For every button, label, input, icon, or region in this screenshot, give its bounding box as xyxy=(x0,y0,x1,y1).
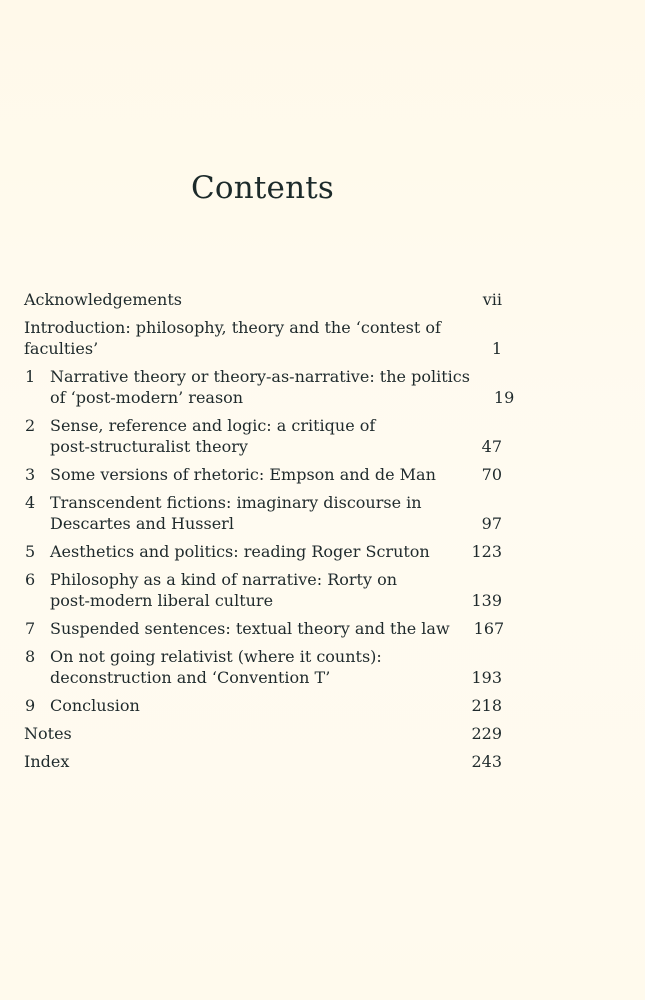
toc-entry-chapter-8 xyxy=(24,646,502,688)
toc-entry-title-line: On not going relativist (where it counts): xyxy=(50,647,382,666)
page-title: Contents xyxy=(190,170,335,206)
toc-entry-chapter-5 xyxy=(24,541,502,562)
toc-entry-page: 167 xyxy=(473,619,505,638)
toc-entry-page: 193 xyxy=(471,668,502,687)
toc-entry-title-line: Aesthetics and politics: reading Roger Scruton xyxy=(50,542,430,561)
toc-entry-page: 123 xyxy=(471,542,502,561)
toc-entry-title-line: post-structuralist theory xyxy=(50,437,248,456)
toc-entry-chapter-7 xyxy=(24,618,505,639)
toc-entry-title-line: Narrative theory or theory-as-narrative: the politics xyxy=(50,367,470,386)
toc-entry-title-line: post-modern liberal culture xyxy=(50,591,274,610)
toc-entry-index xyxy=(24,751,502,772)
toc-entry-title-line: Sense, reference and logic: a critique of xyxy=(50,416,376,435)
toc-entry-page: 19 xyxy=(493,388,515,407)
chapter-number: 7 xyxy=(25,619,36,638)
toc-entry-notes xyxy=(24,723,502,744)
toc-entry-page: 70 xyxy=(481,465,502,484)
toc-entry-page: 218 xyxy=(471,696,502,715)
chapter-number: 1 xyxy=(25,367,36,386)
toc-entry-page: 139 xyxy=(471,591,502,610)
toc-entry-title: Acknowledgements xyxy=(24,290,182,309)
toc-entry-title-line: Transcendent fictions: imaginary discourse in xyxy=(50,493,422,512)
toc-entry-page: 97 xyxy=(481,514,502,533)
toc-entry-title-line: Descartes and Husserl xyxy=(50,514,234,533)
toc-entry-chapter-3 xyxy=(24,464,502,485)
chapter-number: 4 xyxy=(25,493,36,512)
toc-entry-title-line: Conclusion xyxy=(50,696,140,715)
toc-entry-title: Index xyxy=(24,752,70,771)
toc-entry-chapter-1 xyxy=(24,366,515,408)
toc-entry-chapter-6 xyxy=(24,569,502,611)
toc-entry-page: 47 xyxy=(481,437,502,456)
toc-entry-title-line: Some versions of rhetoric: Empson and de Man xyxy=(50,465,436,484)
toc-entry-title: Notes xyxy=(24,724,72,743)
chapter-number: 2 xyxy=(25,416,36,435)
toc-entry-chapter-2 xyxy=(24,415,502,457)
toc-entry-page: vii xyxy=(482,290,502,309)
toc-entry-introduction xyxy=(24,317,502,359)
chapter-number: 8 xyxy=(25,647,36,666)
toc-entry-page: 229 xyxy=(471,724,502,743)
toc-entry-title-line: Philosophy as a kind of narrative: Rorty on xyxy=(50,570,398,589)
chapter-number: 6 xyxy=(25,570,36,589)
toc-entry-chapter-9 xyxy=(24,695,502,716)
toc-entry-page: 243 xyxy=(471,752,502,771)
toc-entry-acknowledgements xyxy=(24,289,502,310)
chapter-number: 3 xyxy=(25,465,36,484)
toc-entry-chapter-4 xyxy=(24,492,502,534)
toc-entry-title-line: deconstruction and ‘Convention T’ xyxy=(50,668,331,687)
toc-entry-title-line: faculties’ xyxy=(24,339,99,358)
toc-entry-page: 1 xyxy=(491,339,502,358)
toc-entry-title-line: Suspended sentences: textual theory and the law xyxy=(50,619,450,638)
chapter-number: 9 xyxy=(25,696,36,715)
table-of-contents xyxy=(24,289,515,779)
toc-entry-title-line: Introduction: philosophy, theory and the ‘contest of xyxy=(24,318,441,337)
toc-entry-title-line: of ‘post-modern’ reason xyxy=(50,388,244,407)
chapter-number: 5 xyxy=(25,542,36,561)
